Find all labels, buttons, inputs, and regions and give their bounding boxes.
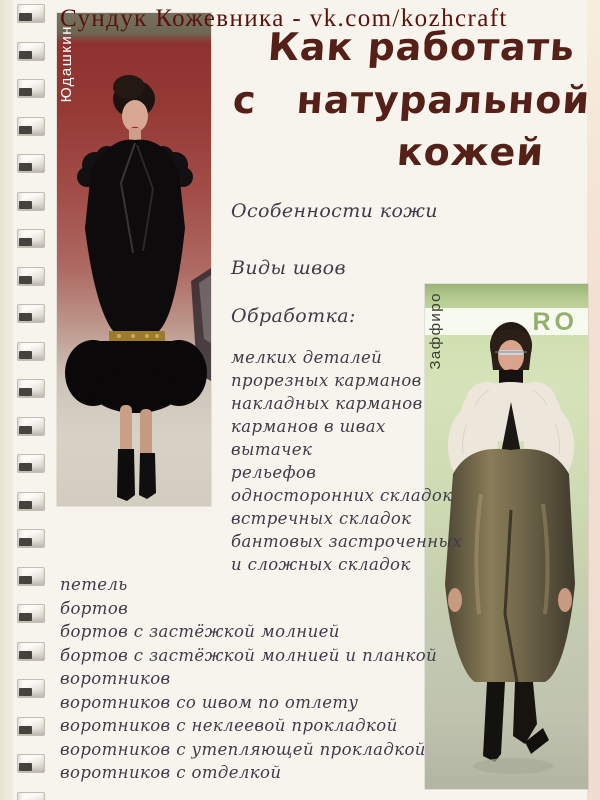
- binding-hole: [17, 342, 45, 361]
- topics-left-column: [60, 573, 437, 785]
- binding-hole: [17, 567, 45, 586]
- topic-item: воротников: [60, 669, 171, 688]
- backdrop-letters: RO: [532, 308, 578, 336]
- topic-heading: Обработка:: [231, 305, 356, 327]
- topic-item: бортов: [60, 598, 129, 618]
- photo-right-designer-label: Заффиро: [427, 292, 444, 370]
- photo-left-yudashkin: [57, 13, 211, 506]
- topic-item: воротников с отделкой: [60, 763, 282, 782]
- page-title-line-3: кожей: [395, 130, 546, 174]
- binding-hole: [17, 604, 45, 623]
- binding-hole: [17, 192, 45, 211]
- topic-item: рельефов: [231, 463, 317, 482]
- binding-hole: [17, 4, 45, 23]
- topic-item: воротников с утепляющей прокладкой: [60, 739, 426, 759]
- topic-item: воротников с неклеевой прокладкой: [60, 716, 398, 735]
- binding-holes: [0, 0, 50, 800]
- binding-hole: [17, 792, 45, 800]
- binding-hole: [17, 754, 45, 773]
- topic-item: бортов с застёжкой молнией: [60, 622, 340, 641]
- binding-hole: [17, 417, 45, 436]
- binding-hole: [17, 642, 45, 661]
- topic-item: вытачек: [231, 440, 313, 459]
- binding-hole: [17, 379, 45, 398]
- topic-item: воротников со швом по отлету: [60, 692, 359, 712]
- photo-left-designer-label: Юдашкин: [58, 25, 75, 103]
- binding-hole: [17, 267, 45, 286]
- topic-item: бортов с застёжкой молнией и планкой: [60, 645, 438, 665]
- binding-hole: [17, 154, 45, 173]
- topic-item: и сложных складок: [231, 555, 411, 574]
- topic-item: прорезных карманов: [231, 371, 422, 390]
- binding-hole: [17, 304, 45, 323]
- page-title-line-2: с натуральной: [231, 78, 592, 122]
- topic-item: накладных карманов: [231, 394, 423, 413]
- binding-hole: [17, 229, 45, 248]
- binding-hole: [17, 79, 45, 98]
- scan-edge-right: [587, 0, 600, 800]
- binding-hole: [17, 492, 45, 511]
- binding-hole: [17, 679, 45, 698]
- topic-item: петель: [60, 575, 128, 594]
- binding-hole: [17, 117, 45, 136]
- topic-item: бантовых застроченных: [231, 532, 463, 551]
- binding-hole: [17, 529, 45, 548]
- topic-item: односторонних складок: [231, 486, 453, 505]
- model-illustration-left: [57, 13, 211, 506]
- topic-heading: Виды швов: [231, 257, 346, 279]
- binding-hole: [17, 454, 45, 473]
- page-title-line-1: Как работать: [266, 25, 577, 69]
- topic-item: встречных складок: [231, 509, 412, 528]
- topic-item: мелких деталей: [231, 348, 383, 367]
- binding-hole: [17, 717, 45, 736]
- binding-hole: [17, 42, 45, 61]
- page-header: Сундук Кожевника - vk.com/kozhcraft: [60, 5, 508, 32]
- topic-item: карманов в швах: [231, 417, 386, 436]
- topic-heading: Особенности кожи: [231, 200, 438, 222]
